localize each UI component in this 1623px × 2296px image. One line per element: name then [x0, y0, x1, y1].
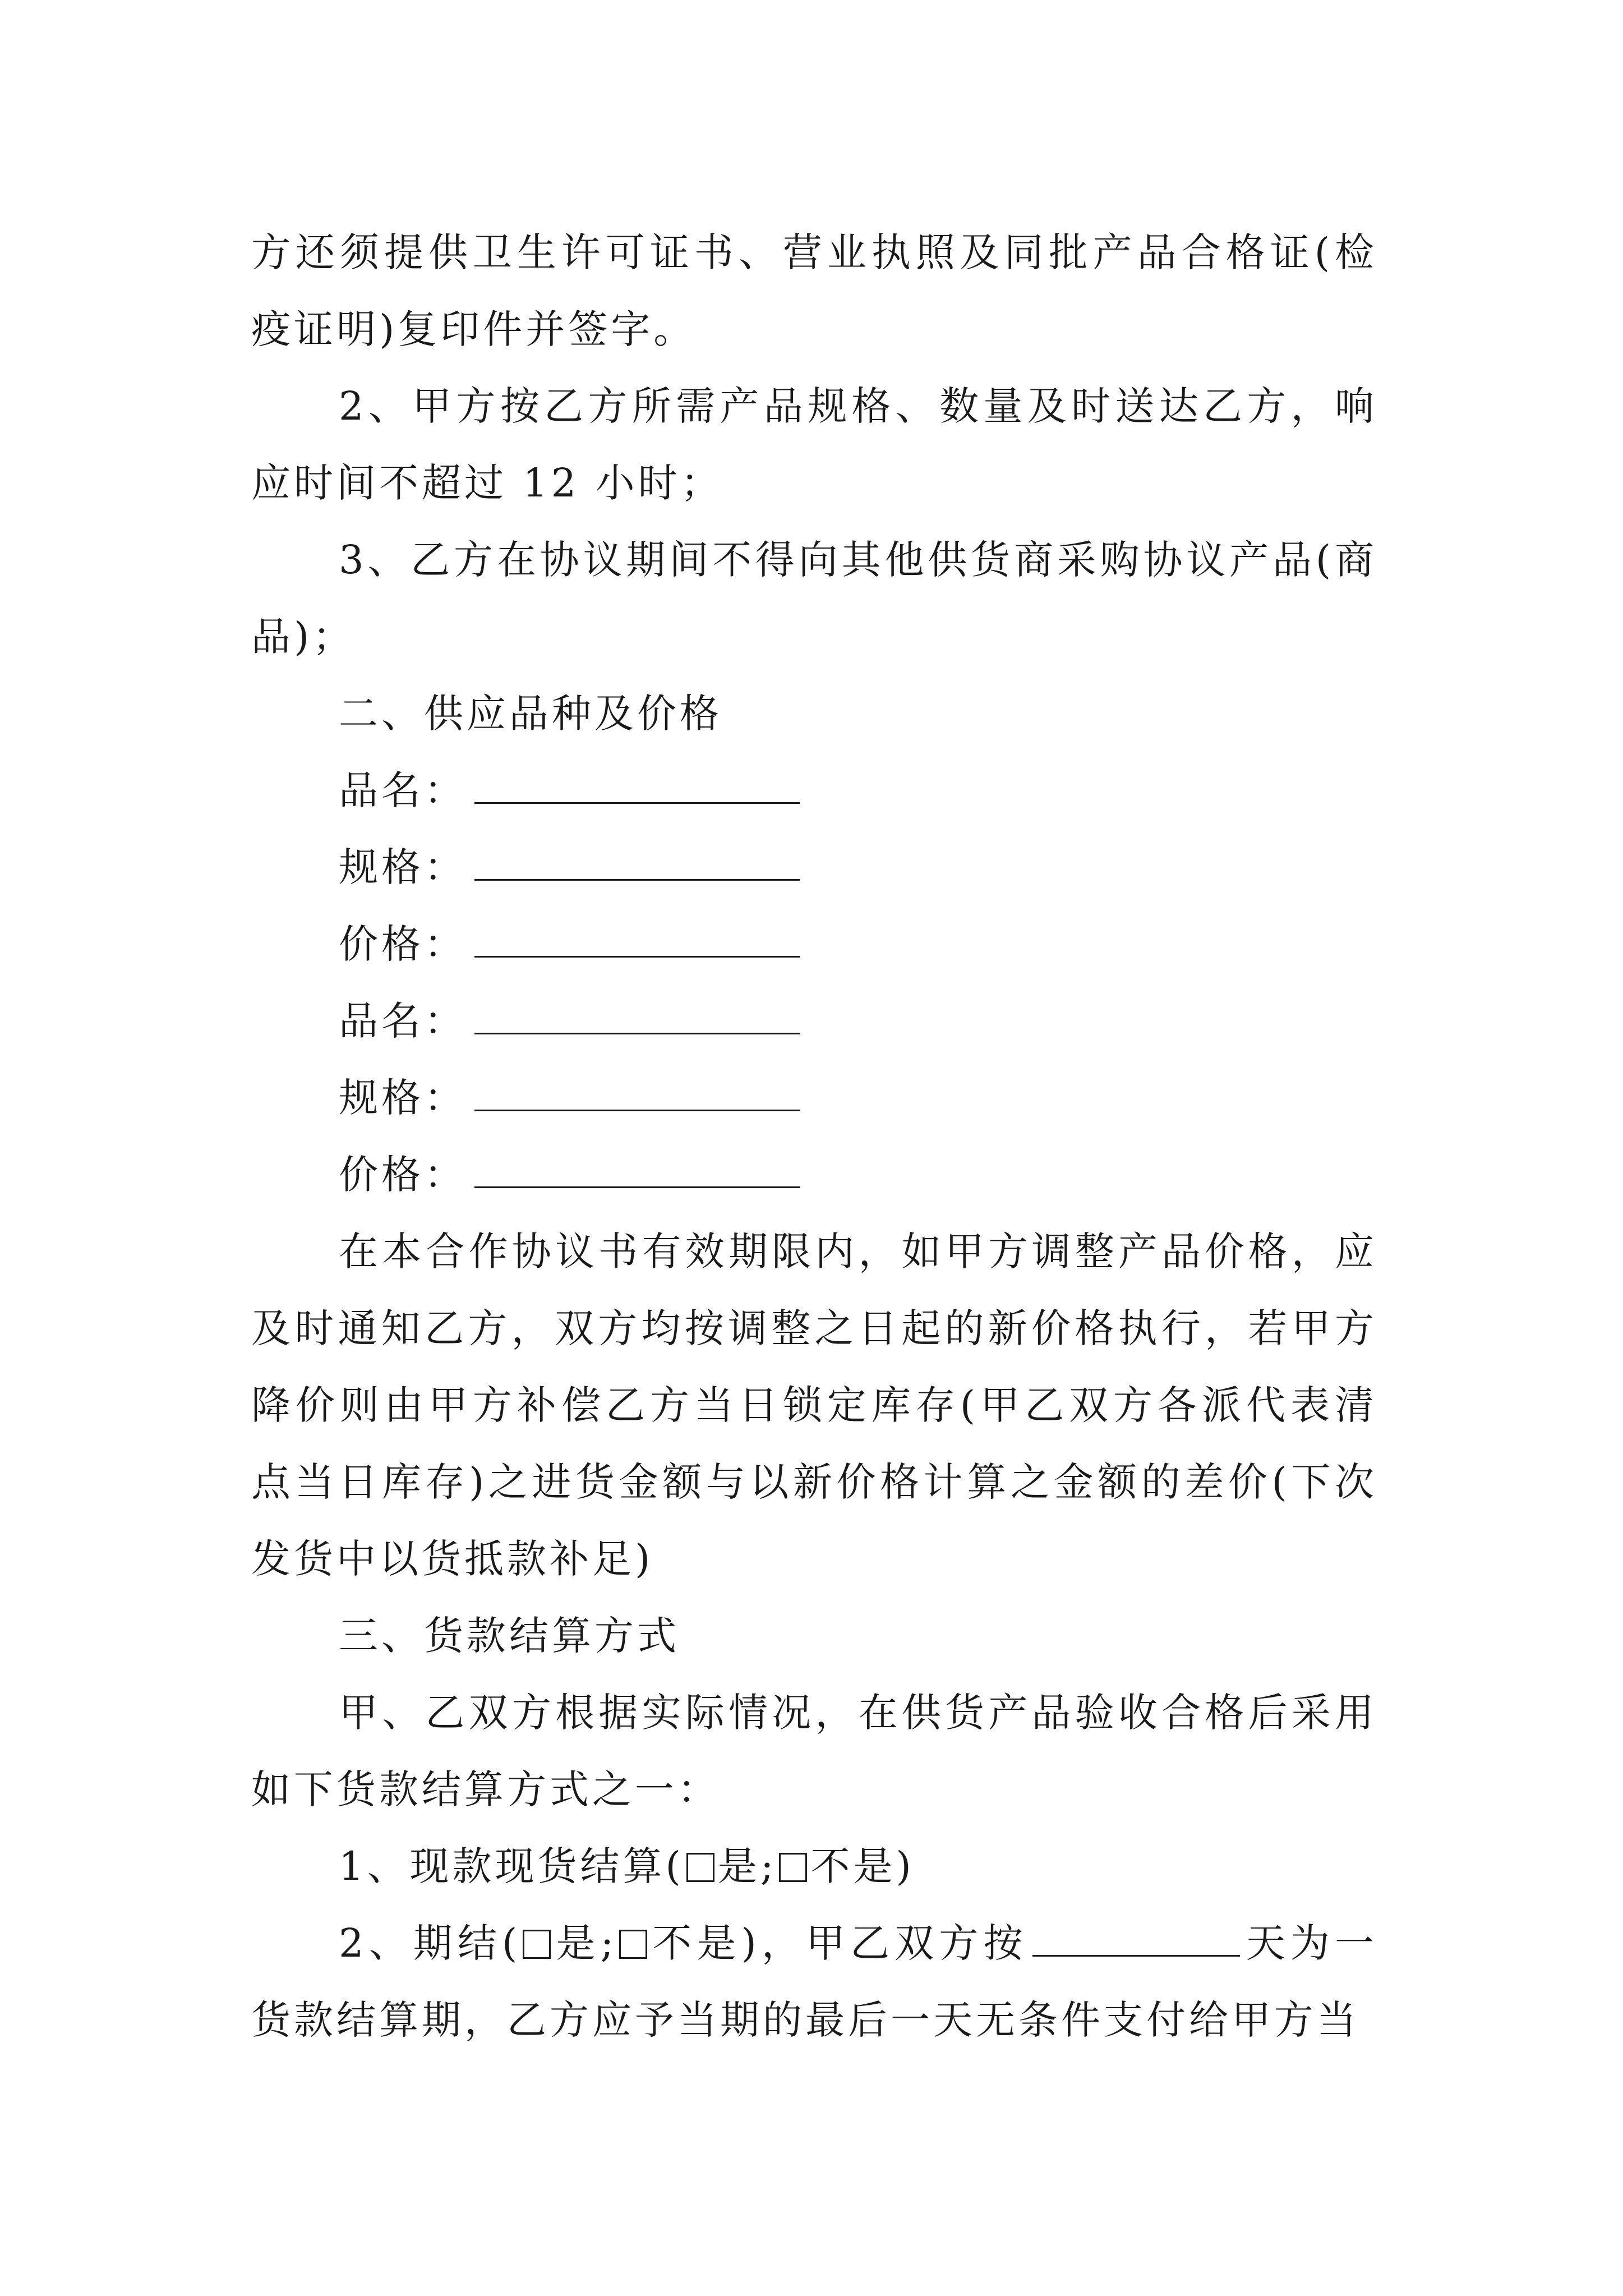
fill-in-blank[interactable]	[474, 999, 800, 1034]
option-yes-label: 是;	[717, 1843, 777, 1889]
section-heading-payment-settlement: 三、货款结算方式	[339, 1613, 680, 1659]
fill-in-blank[interactable]	[474, 1076, 800, 1111]
fill-in-blank[interactable]	[474, 922, 800, 958]
option-periodic-settlement	[251, 1905, 1377, 2059]
field-label: 规格：	[339, 844, 467, 890]
fill-in-blank[interactable]	[474, 845, 800, 881]
option-no-label: 不是)，甲乙双方按	[651, 1920, 1028, 1966]
option-cash-settlement	[251, 1828, 1377, 1905]
form-field-specification-2	[251, 1060, 1377, 1137]
option-no-label: 不是)	[810, 1843, 915, 1889]
checkbox-yes[interactable]	[523, 1930, 551, 1959]
option-prefix: 1、现款现货结算(	[339, 1843, 684, 1889]
field-label: 品名：	[339, 767, 467, 813]
checkbox-yes[interactable]	[686, 1853, 714, 1882]
paragraph-price-adjustment: 在本合作协议书有效期限内，如甲方调整产品价格，应及时通知乙方，双方均按调整之日起的新价格执行，若甲方降价则由甲方补偿乙方当日锁定库存(甲乙双方各派代表清点当日库存)之进货金额与以新价格计算之金额的差价(下次发货中以货抵款补足)	[251, 1228, 1377, 1582]
option-prefix: 2、期结(	[339, 1920, 521, 1966]
section-heading-supply-varieties: 二、供应品种及价格	[339, 691, 722, 737]
paragraph-clause-3: 3、乙方在协议期间不得向其他供货商采购协议产品(商品)；	[251, 537, 1377, 660]
option-yes-label: 是;	[554, 1920, 617, 1966]
option-suffix: 天为一货款结算期，乙方应予当期的最后一天无条件支付给甲方当	[251, 1920, 1378, 2043]
checkbox-no[interactable]	[779, 1853, 807, 1882]
form-field-price-1	[251, 906, 1377, 983]
fill-in-blank-days[interactable]	[1032, 1921, 1240, 1957]
paragraph-continuation: 方还须提供卫生许可证书、营业执照及同批产品合格证(检疫证明)复印件并签字。	[251, 229, 1377, 352]
field-label: 价格：	[339, 1152, 467, 1198]
checkbox-no[interactable]	[619, 1930, 647, 1959]
fill-in-blank[interactable]	[474, 769, 800, 804]
field-label: 规格：	[339, 1075, 467, 1121]
form-field-product-name-2	[251, 983, 1377, 1060]
form-field-product-name-1	[251, 752, 1377, 829]
form-field-specification-1	[251, 829, 1377, 906]
document-body	[251, 214, 1377, 2059]
field-label: 品名：	[339, 998, 467, 1044]
fill-in-blank[interactable]	[474, 1153, 800, 1188]
paragraph-settlement-intro: 甲、乙双方根据实际情况，在供货产品验收合格后采用如下货款结算方式之一：	[251, 1690, 1377, 1812]
paragraph-clause-2: 2、甲方按乙方所需产品规格、数量及时送达乙方，响应时间不超过 12 小时；	[251, 383, 1377, 506]
field-label: 价格：	[339, 921, 467, 967]
form-field-price-2	[251, 1137, 1377, 1213]
